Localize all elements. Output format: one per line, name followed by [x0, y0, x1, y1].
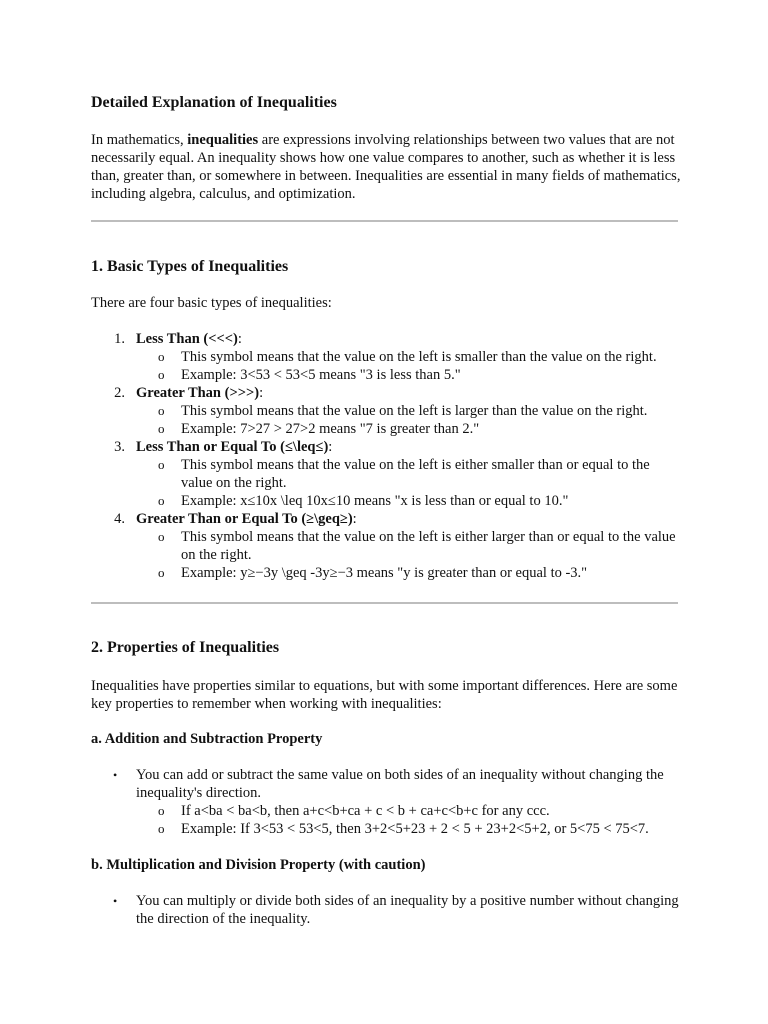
sub-item-text: Example: 3<53 < 53<5 means "3 is less than 5." [181, 367, 461, 383]
sub-item-text: Example: 7>27 > 27>2 means "7 is greater than 2." [181, 421, 480, 437]
item-label: Less Than or Equal To (≤\leq≤) [136, 439, 329, 455]
intro-rest: are expressions involving relationships between two values that are not necessarily equal. An inequality shows how one value compares to another, such as whether it is less than, greater than, or somewhere in between. Inequalities are essential in many fields of mathematics, including algebra, calculus, and optimization. [91, 132, 681, 202]
sub-item-text: This symbol means that the value on the left is either larger than or equal to the value on the right. [181, 529, 676, 563]
sub-bullet: o [158, 457, 165, 472]
item-colon: : [259, 385, 264, 401]
section-2-intro: Inequalities have properties similar to equations, but with some important differences. Here are some key properties to remember when working with inequalities: [91, 678, 678, 712]
item-colon: : [352, 511, 357, 527]
sub-bullet: o [158, 493, 165, 508]
sub-list-item [91, 820, 681, 838]
bullet-text: You can add or subtract the same value on both sides of an inequality without changing the inequality's direction. [136, 767, 664, 801]
intro-bold-term: inequalities [187, 132, 259, 148]
list-number: 1. [114, 331, 125, 347]
sub-bullet: o [158, 367, 165, 382]
sub-list-item [91, 348, 681, 366]
list-item [91, 384, 681, 402]
intro-paragraph [91, 131, 681, 203]
sub-bullet: o [158, 529, 165, 544]
sub-list-item [91, 564, 681, 582]
list-item [91, 438, 681, 456]
sub-bullet: o [158, 421, 165, 436]
item-colon: : [237, 331, 242, 347]
sub-item-text: This symbol means that the value on the left is either smaller than or equal to the value on the right. [181, 457, 650, 491]
divider [91, 602, 678, 604]
bullet-item [91, 892, 681, 928]
sub-list-item [91, 402, 681, 420]
item-colon: : [328, 439, 333, 455]
sub-bullet: o [158, 803, 165, 818]
sub-list-item [91, 492, 681, 510]
section-2-heading: 2. Properties of Inequalities [91, 639, 280, 656]
sub-bullet: o [158, 403, 165, 418]
list-item [91, 510, 681, 528]
page-title: Detailed Explanation of Inequalities [91, 94, 337, 111]
bullet-item [91, 766, 681, 802]
list-item [91, 330, 681, 348]
item-label: Less Than (<<<) [136, 331, 238, 347]
list-number: 3. [114, 439, 125, 455]
bullet: • [113, 768, 118, 782]
sub-item-text: Example: y≥−3y \geq -3y≥−3 means "y is greater than or equal to -3." [181, 565, 588, 581]
sub-list-item [91, 456, 681, 492]
sub-list-item [91, 528, 681, 564]
sub-list-item [91, 420, 681, 438]
sub-bullet: o [158, 821, 165, 836]
basic-types-list [91, 330, 681, 582]
item-label: Greater Than (>>>) [136, 385, 260, 401]
item-label: Greater Than or Equal To (≥\geq≥) [136, 511, 353, 527]
bullet: • [113, 894, 118, 908]
property-b-heading: b. Multiplication and Division Property (with caution) [91, 857, 426, 873]
bullet-text: You can multiply or divide both sides of an inequality by a positive number without changing the direction of the inequality. [136, 893, 679, 927]
sub-bullet: o [158, 565, 165, 580]
property-a-heading: a. Addition and Subtraction Property [91, 731, 323, 747]
sub-item-text: Example: x≤10x \leq 10x≤10 means "x is less than or equal to 10." [181, 493, 569, 509]
divider [91, 220, 678, 222]
section-1-intro: There are four basic types of inequalities: [91, 295, 332, 311]
section-1-heading: 1. Basic Types of Inequalities [91, 258, 289, 275]
list-number: 4. [114, 511, 125, 527]
sub-item-text: Example: If 3<53 < 53<5, then 3+2<5+23 + 2 < 5 + 23+2<5+2, or 5<75 < 75<7. [181, 821, 649, 837]
list-number: 2. [114, 385, 125, 401]
sub-list-item [91, 366, 681, 384]
sub-item-text: This symbol means that the value on the left is larger than the value on the right. [181, 403, 648, 419]
intro-lead: In mathematics, [91, 132, 188, 148]
sub-list-item [91, 802, 681, 820]
sub-item-text: If a<ba < ba<b, then a+c<b+ca + c < b + ca+c<b+c for any ccc. [181, 803, 550, 819]
property-b-list [91, 892, 681, 928]
sub-item-text: This symbol means that the value on the left is smaller than the value on the right. [181, 349, 657, 365]
sub-bullet: o [158, 349, 165, 364]
property-a-list [91, 766, 681, 838]
